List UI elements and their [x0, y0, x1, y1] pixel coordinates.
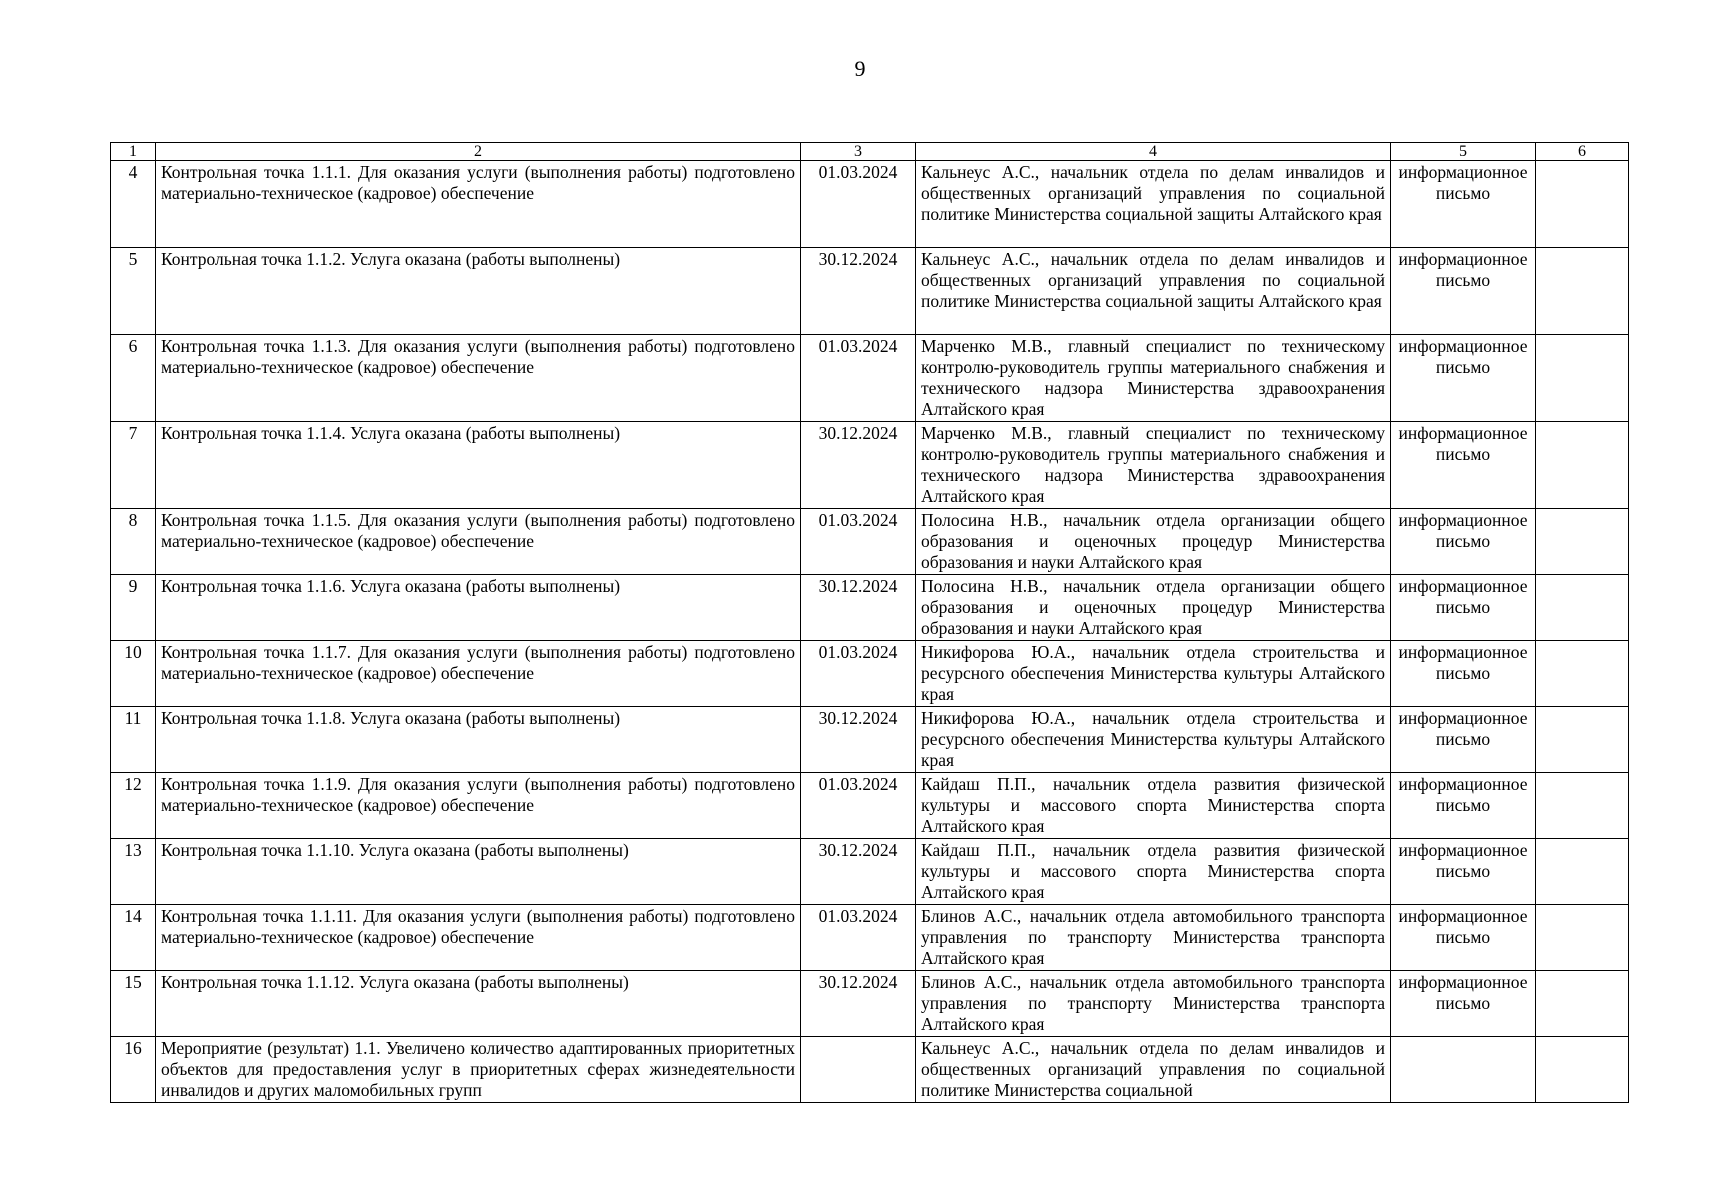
row-date: 30.12.2024	[801, 575, 916, 641]
row-number: 7	[111, 422, 156, 509]
row-responsible: Кайдаш П.П., начальник отдела развития физической культуры и массового спорта Министерства спорта Алтайского края	[916, 773, 1391, 839]
row-name: Контрольная точка 1.1.12. Услуга оказана (работы выполнены)	[156, 971, 801, 1037]
row-responsible: Кальнеус А.С., начальник отдела по делам инвалидов и общественных организаций управления по социальной политике Министерства социальной защиты Алтайского края	[916, 248, 1391, 335]
row-col6	[1536, 773, 1629, 839]
table-row	[111, 509, 1629, 575]
table-row	[111, 248, 1629, 335]
row-responsible: Полосина Н.В., начальник отдела организации общего образования и оценочных процедур Министерства образования и науки Алтайского края	[916, 509, 1391, 575]
row-responsible: Кальнеус А.С., начальник отдела по делам инвалидов и общественных организаций управления по социальной политике Министерства социальной защиты Алтайского края	[916, 161, 1391, 248]
row-document: информационное письмо	[1391, 971, 1536, 1037]
row-document: информационное письмо	[1391, 509, 1536, 575]
row-date: 01.03.2024	[801, 335, 916, 422]
row-name: Контрольная точка 1.1.3. Для оказания услуги (выполнения работы) подготовлено материально-техническое (кадровое) обеспечение	[156, 335, 801, 422]
row-number: 6	[111, 335, 156, 422]
row-date	[801, 1037, 916, 1103]
row-document: информационное письмо	[1391, 641, 1536, 707]
table-row	[111, 575, 1629, 641]
row-date: 01.03.2024	[801, 641, 916, 707]
header-cell: 6	[1536, 143, 1629, 161]
row-responsible: Никифорова Ю.А., начальник отдела строительства и ресурсного обеспечения Министерства культуры Алтайского края	[916, 707, 1391, 773]
header-cell: 1	[111, 143, 156, 161]
row-name: Контрольная точка 1.1.11. Для оказания услуги (выполнения работы) подготовлено материально-техническое (кадровое) обеспечение	[156, 905, 801, 971]
header-cell: 3	[801, 143, 916, 161]
row-number: 9	[111, 575, 156, 641]
table-row	[111, 641, 1629, 707]
row-name: Контрольная точка 1.1.4. Услуга оказана (работы выполнены)	[156, 422, 801, 509]
row-number: 10	[111, 641, 156, 707]
row-date: 30.12.2024	[801, 422, 916, 509]
row-document: информационное письмо	[1391, 839, 1536, 905]
table-row	[111, 773, 1629, 839]
row-date: 30.12.2024	[801, 971, 916, 1037]
row-number: 14	[111, 905, 156, 971]
row-number: 4	[111, 161, 156, 248]
row-date: 01.03.2024	[801, 509, 916, 575]
control-points-table	[110, 142, 1629, 1103]
row-document: информационное письмо	[1391, 422, 1536, 509]
header-cell: 2	[156, 143, 801, 161]
page-number: 9	[854, 56, 866, 81]
row-name: Контрольная точка 1.1.7. Для оказания услуги (выполнения работы) подготовлено материально-техническое (кадровое) обеспечение	[156, 641, 801, 707]
row-document: информационное письмо	[1391, 575, 1536, 641]
header-cell: 4	[916, 143, 1391, 161]
row-col6	[1536, 839, 1629, 905]
row-col6	[1536, 905, 1629, 971]
table-row	[111, 335, 1629, 422]
row-col6	[1536, 641, 1629, 707]
row-document: информационное письмо	[1391, 335, 1536, 422]
row-responsible: Блинов А.С., начальник отдела автомобильного транспорта управления по транспорту Министерства транспорта Алтайского края	[916, 905, 1391, 971]
row-responsible: Блинов А.С., начальник отдела автомобильного транспорта управления по транспорту Министерства транспорта Алтайского края	[916, 971, 1391, 1037]
row-document: информационное письмо	[1391, 161, 1536, 248]
table-row	[111, 422, 1629, 509]
row-document: информационное письмо	[1391, 248, 1536, 335]
row-date: 01.03.2024	[801, 905, 916, 971]
row-number: 13	[111, 839, 156, 905]
row-responsible: Никифорова Ю.А., начальник отдела строительства и ресурсного обеспечения Министерства культуры Алтайского края	[916, 641, 1391, 707]
table-row	[111, 971, 1629, 1037]
row-name: Контрольная точка 1.1.10. Услуга оказана (работы выполнены)	[156, 839, 801, 905]
row-name: Контрольная точка 1.1.8. Услуга оказана (работы выполнены)	[156, 707, 801, 773]
row-name: Мероприятие (результат) 1.1. Увеличено количество адаптированных приоритетных объектов для предоставления услуг в приоритетных сферах жизнедеятельности инвалидов и других маломобильных групп	[156, 1037, 801, 1103]
header-cell: 5	[1391, 143, 1536, 161]
row-document: информационное письмо	[1391, 707, 1536, 773]
row-col6	[1536, 971, 1629, 1037]
row-document: информационное письмо	[1391, 773, 1536, 839]
table-row	[111, 905, 1629, 971]
row-document	[1391, 1037, 1536, 1103]
table-row	[111, 161, 1629, 248]
row-responsible: Кайдаш П.П., начальник отдела развития физической культуры и массового спорта Министерства спорта Алтайского края	[916, 839, 1391, 905]
row-col6	[1536, 1037, 1629, 1103]
row-col6	[1536, 161, 1629, 248]
header-row	[111, 143, 1629, 161]
table-row	[111, 1037, 1629, 1103]
row-name: Контрольная точка 1.1.1. Для оказания услуги (выполнения работы) подготовлено материально-техническое (кадровое) обеспечение	[156, 161, 801, 248]
row-col6	[1536, 707, 1629, 773]
row-name: Контрольная точка 1.1.2. Услуга оказана (работы выполнены)	[156, 248, 801, 335]
row-responsible: Марченко М.В., главный специалист по техническому контролю-руководитель группы материального снабжения и технического надзора Министерства здравоохранения Алтайского края	[916, 422, 1391, 509]
table-row	[111, 839, 1629, 905]
row-date: 30.12.2024	[801, 839, 916, 905]
row-date: 01.03.2024	[801, 773, 916, 839]
row-number: 5	[111, 248, 156, 335]
row-number: 15	[111, 971, 156, 1037]
row-col6	[1536, 422, 1629, 509]
row-number: 11	[111, 707, 156, 773]
row-name: Контрольная точка 1.1.5. Для оказания услуги (выполнения работы) подготовлено материально-техническое (кадровое) обеспечение	[156, 509, 801, 575]
row-date: 30.12.2024	[801, 248, 916, 335]
row-date: 30.12.2024	[801, 707, 916, 773]
row-responsible: Кальнеус А.С., начальник отдела по делам инвалидов и общественных организаций управления по социальной политике Министерства социальной	[916, 1037, 1391, 1103]
row-responsible: Полосина Н.В., начальник отдела организации общего образования и оценочных процедур Министерства образования и науки Алтайского края	[916, 575, 1391, 641]
row-document: информационное письмо	[1391, 905, 1536, 971]
row-col6	[1536, 248, 1629, 335]
row-col6	[1536, 509, 1629, 575]
table-row	[111, 707, 1629, 773]
row-col6	[1536, 335, 1629, 422]
row-date: 01.03.2024	[801, 161, 916, 248]
row-number: 8	[111, 509, 156, 575]
row-name: Контрольная точка 1.1.6. Услуга оказана (работы выполнены)	[156, 575, 801, 641]
row-number: 12	[111, 773, 156, 839]
row-col6	[1536, 575, 1629, 641]
row-number: 16	[111, 1037, 156, 1103]
row-name: Контрольная точка 1.1.9. Для оказания услуги (выполнения работы) подготовлено материально-техническое (кадровое) обеспечение	[156, 773, 801, 839]
row-responsible: Марченко М.В., главный специалист по техническому контролю-руководитель группы материального снабжения и технического надзора Министерства здравоохранения Алтайского края	[916, 335, 1391, 422]
